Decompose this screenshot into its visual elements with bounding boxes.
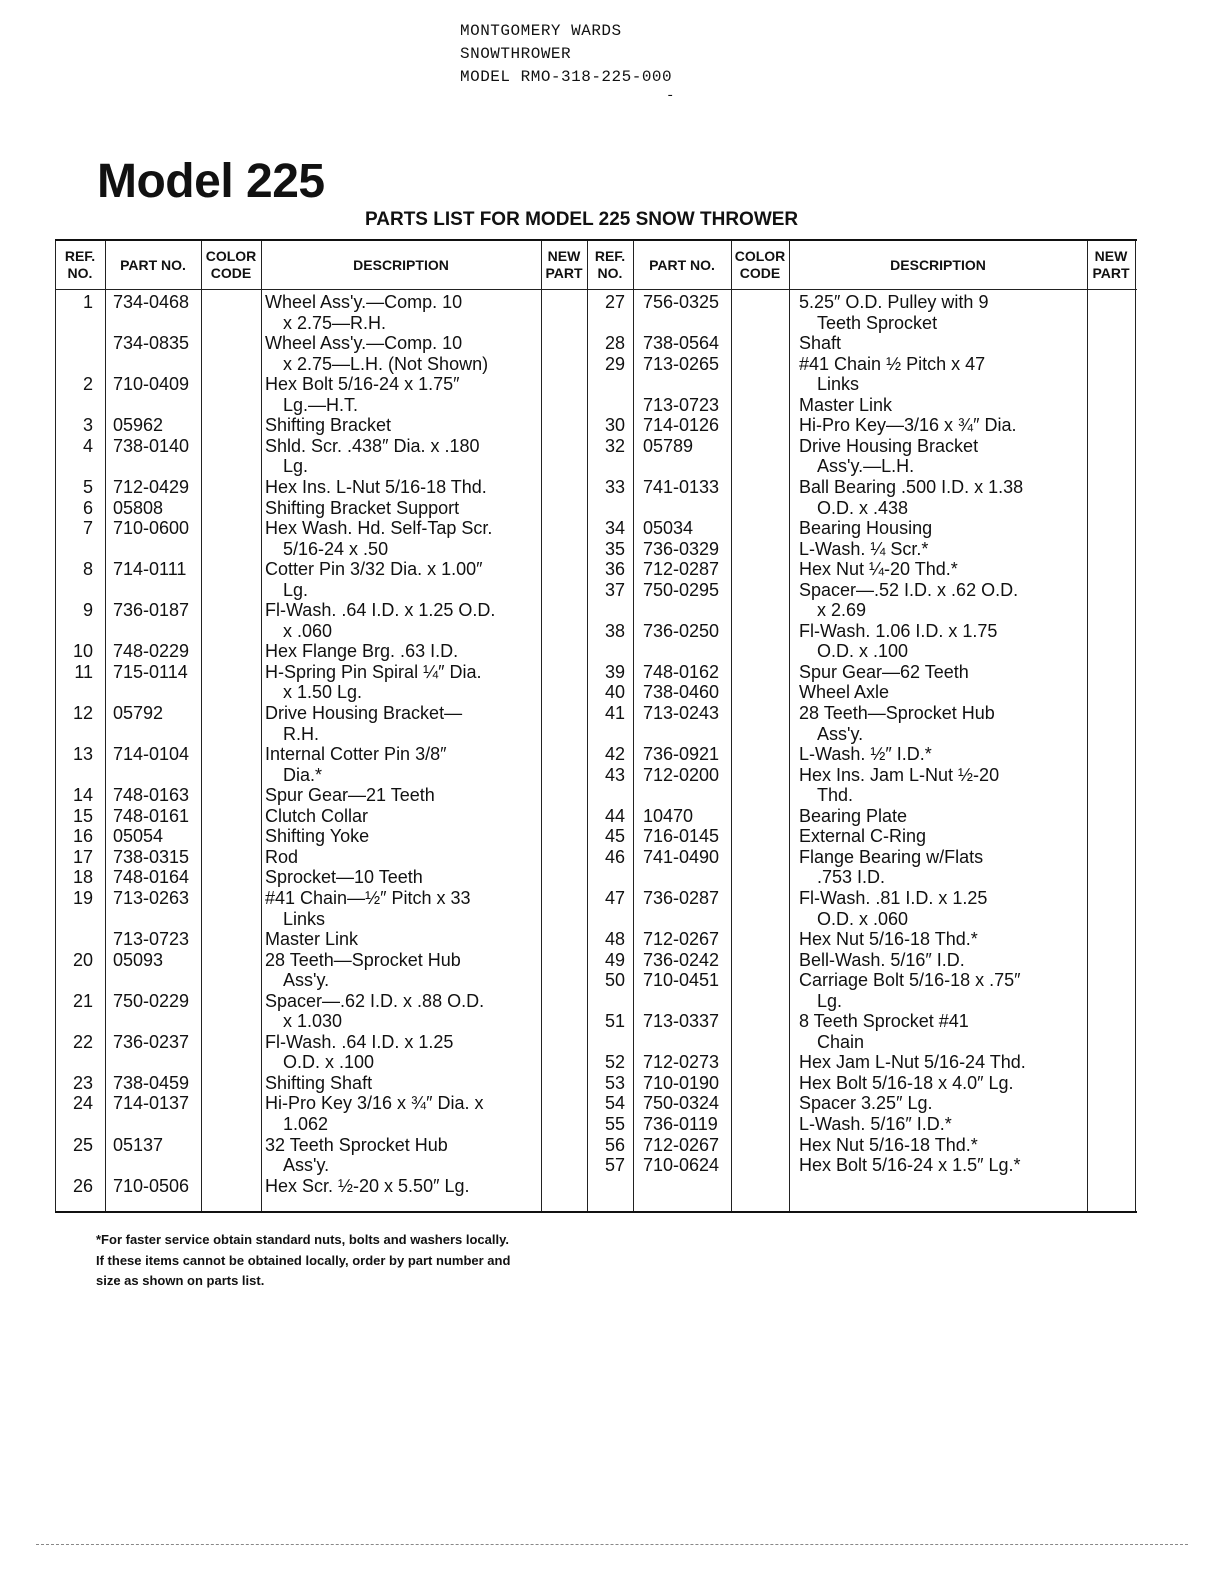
part-number-cell: 736-0287 bbox=[643, 887, 720, 908]
ref-cell: 23 bbox=[72, 1072, 93, 1093]
description-cell: O.D. x .438 bbox=[817, 497, 909, 518]
ref-cell: 54 bbox=[604, 1093, 625, 1114]
part-number-cell: 714-0111 bbox=[113, 559, 187, 580]
part-number-cell: 750-0324 bbox=[643, 1093, 720, 1114]
col-header-description: DESCRIPTION bbox=[353, 256, 449, 273]
part-number-cell: 736-0921 bbox=[643, 744, 720, 765]
ref-cell: 18 bbox=[72, 867, 93, 888]
footnote-line: size as shown on parts list. bbox=[96, 1273, 265, 1288]
part-number-cell: 736-0187 bbox=[113, 600, 190, 621]
description-cell: Hex Nut 5/16-18 Thd.* bbox=[799, 1134, 978, 1155]
description-cell: #41 Chain—½″ Pitch x 33 bbox=[265, 887, 471, 908]
description-cell: Spacer 3.25″ Lg. bbox=[799, 1093, 933, 1114]
ref-cell: 11 bbox=[74, 661, 93, 682]
part-number-cell: 712-0200 bbox=[643, 764, 720, 785]
part-number-cell: 713-0263 bbox=[113, 887, 190, 908]
header-divider bbox=[55, 289, 1137, 290]
description-cell: Wheel Ass'y.—Comp. 10 bbox=[265, 333, 463, 354]
col-header-ref: REF. NO. bbox=[64, 248, 96, 281]
part-number-cell: 712-0267 bbox=[643, 1134, 720, 1155]
description-cell: Master Link bbox=[799, 394, 893, 415]
description-cell: Hex Flange Brg. .63 I.D. bbox=[265, 641, 459, 662]
part-number-cell: 710-0451 bbox=[643, 970, 720, 991]
ref-cell: 14 bbox=[72, 785, 93, 806]
description-cell: Wheel Axle bbox=[799, 682, 890, 703]
description-cell: x .060 bbox=[283, 620, 333, 641]
part-number-cell: 734-0835 bbox=[113, 333, 190, 354]
description-cell: Flange Bearing w/Flats bbox=[799, 846, 984, 867]
part-number-cell: 05054 bbox=[113, 826, 164, 847]
description-cell: Shld. Scr. .438″ Dia. x .180 bbox=[265, 435, 480, 456]
part-number-cell: 05137 bbox=[113, 1134, 164, 1155]
ref-cell: 21 bbox=[72, 990, 93, 1011]
col-header-color: COLOR CODE bbox=[205, 248, 257, 281]
part-number-cell: 710-0190 bbox=[643, 1072, 720, 1093]
description-cell: L-Wash. 5/16″ I.D.* bbox=[799, 1114, 952, 1134]
part-number-cell: 741-0490 bbox=[643, 846, 720, 867]
column-divider bbox=[541, 241, 542, 1211]
part-number-cell: 714-0137 bbox=[113, 1093, 190, 1114]
header-dash: - bbox=[666, 88, 675, 104]
description-cell: Wheel Ass'y.—Comp. 10 bbox=[265, 292, 463, 312]
description-cell: Master Link bbox=[265, 929, 359, 950]
description-cell: #41 Chain ½ Pitch x 47 bbox=[799, 353, 986, 374]
description-cell: Thd. bbox=[817, 785, 854, 806]
description-cell: Hex Bolt 5/16-18 x 4.0″ Lg. bbox=[799, 1072, 1014, 1093]
part-number-cell: 713-0723 bbox=[643, 394, 720, 415]
part-number-cell: 710-0506 bbox=[113, 1175, 190, 1196]
description-cell: Hex Scr. ½-20 x 5.50″ Lg. bbox=[265, 1175, 470, 1196]
description-cell: Shifting Bracket Support bbox=[265, 497, 460, 518]
description-cell: O.D. x .100 bbox=[283, 1052, 375, 1073]
part-number-cell: 712-0429 bbox=[113, 476, 190, 497]
ref-cell bbox=[55, 909, 93, 930]
part-number-cell: 05093 bbox=[113, 949, 164, 970]
ref-cell: 47 bbox=[604, 887, 625, 908]
ref-cell bbox=[587, 641, 625, 662]
part-number-cell: 741-0133 bbox=[643, 476, 720, 497]
ref-cell: 27 bbox=[604, 292, 625, 312]
description-cell: 1.062 bbox=[283, 1114, 329, 1134]
parts-table bbox=[55, 239, 1137, 1213]
ref-cell bbox=[587, 867, 625, 888]
ref-cell: 49 bbox=[604, 949, 625, 970]
footnote bbox=[96, 1230, 510, 1292]
part-number-cell: 738-0140 bbox=[113, 435, 190, 456]
header-model: MODEL RMO-318-225-000 bbox=[460, 68, 673, 86]
part-number-cell: 748-0163 bbox=[113, 785, 190, 806]
ref-cell: 32 bbox=[604, 435, 625, 456]
ref-cell: 29 bbox=[604, 353, 625, 374]
ref-cell: 7 bbox=[82, 518, 93, 539]
description-cell: Lg.—H.T. bbox=[283, 394, 359, 415]
ref-cell bbox=[587, 498, 625, 519]
ref-cell bbox=[55, 354, 93, 375]
description-cell: Teeth Sprocket bbox=[817, 312, 938, 333]
part-number-cell: 748-0161 bbox=[113, 805, 190, 826]
ref-cell: 36 bbox=[604, 559, 625, 580]
ref-cell: 16 bbox=[72, 826, 93, 847]
part-number-cell: 734-0468 bbox=[113, 292, 190, 312]
ref-cell: 24 bbox=[72, 1093, 93, 1114]
description-cell: Hex Wash. Hd. Self-Tap Scr. bbox=[265, 518, 493, 539]
description-cell: Spacer—.62 I.D. x .88 O.D. bbox=[265, 990, 485, 1011]
bottom-rule bbox=[36, 1544, 1188, 1545]
description-cell: Shifting Yoke bbox=[265, 826, 370, 847]
part-number-cell: 738-0564 bbox=[643, 333, 720, 354]
ref-cell bbox=[587, 724, 625, 745]
part-number-cell: 710-0409 bbox=[113, 374, 190, 395]
ref-cell: 56 bbox=[604, 1134, 625, 1155]
col-header-ref: REF. NO. bbox=[594, 248, 626, 281]
description-cell: Bearing Housing bbox=[799, 518, 933, 539]
ref-cell bbox=[55, 1114, 93, 1135]
ref-cell: 34 bbox=[604, 518, 625, 539]
part-number-cell: 748-0164 bbox=[113, 867, 190, 888]
ref-cell: 13 bbox=[72, 744, 93, 765]
description-cell: Hex Nut 5/16-18 Thd.* bbox=[799, 929, 978, 950]
part-number-cell: 736-0250 bbox=[643, 620, 720, 641]
footnote-line: If these items cannot be obtained locally, order by part number and bbox=[96, 1252, 511, 1268]
description-cell: Chain bbox=[817, 1031, 865, 1052]
description-cell: Dia.* bbox=[283, 764, 323, 785]
part-number-cell: 738-0459 bbox=[113, 1072, 190, 1093]
part-number-cell: 748-0229 bbox=[113, 641, 190, 662]
ref-cell: 57 bbox=[604, 1155, 625, 1176]
part-number-cell: 712-0273 bbox=[643, 1052, 720, 1073]
col-header-new: NEW PART bbox=[545, 248, 583, 281]
description-cell: O.D. x .100 bbox=[817, 641, 909, 662]
ref-cell bbox=[587, 1032, 625, 1053]
description-cell: Spur Gear—21 Teeth bbox=[265, 785, 435, 806]
part-number-cell: 750-0295 bbox=[643, 579, 720, 600]
ref-cell: 2 bbox=[82, 374, 93, 395]
ref-cell bbox=[55, 970, 93, 991]
ref-cell: 1 bbox=[82, 292, 93, 312]
description-cell: x 1.030 bbox=[283, 1011, 343, 1032]
ref-cell bbox=[55, 621, 93, 642]
ref-cell: 8 bbox=[82, 559, 93, 580]
ref-cell: 19 bbox=[72, 887, 93, 908]
ref-cell: 38 bbox=[604, 620, 625, 641]
description-cell: L-Wash. ¼ Scr.* bbox=[799, 538, 929, 559]
ref-cell bbox=[587, 600, 625, 621]
ref-cell: 39 bbox=[604, 661, 625, 682]
ref-cell: 52 bbox=[604, 1052, 625, 1073]
description-cell: Hex Bolt 5/16-24 x 1.75″ bbox=[265, 374, 460, 395]
description-cell: Hex Ins. Jam L-Nut ½-20 bbox=[799, 764, 1000, 785]
part-number-cell: 712-0267 bbox=[643, 929, 720, 950]
ref-cell bbox=[55, 395, 93, 416]
ref-cell: 22 bbox=[72, 1031, 93, 1052]
ref-cell: 9 bbox=[82, 600, 93, 621]
ref-cell: 50 bbox=[604, 970, 625, 991]
description-cell: Hex Jam L-Nut 5/16-24 Thd. bbox=[799, 1052, 1026, 1073]
ref-cell: 46 bbox=[604, 846, 625, 867]
part-number-cell: 714-0126 bbox=[643, 415, 720, 436]
part-number-cell: 10470 bbox=[643, 805, 694, 826]
description-cell: Cotter Pin 3/32 Dia. x 1.00″ bbox=[265, 559, 483, 580]
ref-cell: 20 bbox=[72, 949, 93, 970]
ref-cell: 30 bbox=[604, 415, 625, 436]
part-number-cell: 736-0242 bbox=[643, 949, 720, 970]
part-number-cell: 736-0237 bbox=[113, 1031, 190, 1052]
ref-cell bbox=[587, 456, 625, 477]
ref-cell bbox=[55, 539, 93, 560]
description-cell: Fl-Wash. .64 I.D. x 1.25 O.D. bbox=[265, 600, 496, 621]
ref-cell bbox=[55, 1011, 93, 1032]
description-cell: Lg. bbox=[283, 456, 309, 477]
ref-cell: 41 bbox=[604, 703, 625, 723]
ref-cell: 48 bbox=[604, 929, 625, 950]
description-cell: Bearing Plate bbox=[799, 805, 908, 826]
ref-cell: 5 bbox=[82, 476, 93, 497]
description-cell: x 2.75—R.H. bbox=[283, 312, 387, 333]
ref-cell: 10 bbox=[72, 641, 93, 662]
description-cell: x 2.75—L.H. (Not Shown) bbox=[283, 353, 489, 374]
description-cell: 28 Teeth—Sprocket Hub bbox=[265, 949, 461, 970]
description-cell: Rod bbox=[265, 846, 299, 867]
part-number-cell: 05034 bbox=[643, 518, 694, 539]
description-cell: Clutch Collar bbox=[265, 805, 369, 826]
description-cell: Hex Bolt 5/16-24 x 1.5″ Lg.* bbox=[799, 1155, 1021, 1176]
ref-cell: 3 bbox=[82, 415, 93, 436]
header-product: SNOWTHROWER bbox=[460, 45, 572, 63]
part-number-cell: 738-0315 bbox=[113, 846, 190, 867]
description-cell: External C-Ring bbox=[799, 826, 927, 847]
column-divider bbox=[105, 241, 106, 1211]
part-number-cell: 715-0114 bbox=[113, 661, 188, 682]
ref-cell: 45 bbox=[604, 826, 625, 847]
ref-cell bbox=[55, 724, 93, 745]
part-number-cell: 713-0243 bbox=[643, 703, 720, 723]
ref-cell: 43 bbox=[604, 764, 625, 785]
description-cell: Links bbox=[283, 908, 326, 929]
description-cell: Fl-Wash. .81 I.D. x 1.25 bbox=[799, 887, 988, 908]
description-cell: Ass'y. bbox=[283, 1155, 330, 1176]
description-cell: Lg. bbox=[817, 990, 843, 1011]
ref-cell bbox=[55, 1155, 93, 1176]
description-cell: Fl-Wash. .64 I.D. x 1.25 bbox=[265, 1031, 454, 1052]
ref-cell bbox=[587, 785, 625, 806]
description-cell: 5/16-24 x .50 bbox=[283, 538, 389, 559]
part-number-cell: 756-0325 bbox=[643, 292, 720, 312]
col-header-description: DESCRIPTION bbox=[890, 256, 986, 273]
ref-cell bbox=[587, 991, 625, 1012]
description-cell: Ass'y.—L.H. bbox=[817, 456, 915, 477]
description-cell: Links bbox=[817, 374, 860, 395]
description-cell: O.D. x .060 bbox=[817, 908, 909, 929]
part-number-cell: 736-0119 bbox=[643, 1114, 718, 1134]
ref-cell: 33 bbox=[604, 476, 625, 497]
ref-cell: 28 bbox=[604, 333, 625, 354]
description-cell: R.H. bbox=[283, 723, 319, 744]
description-cell: 5.25″ O.D. Pulley with 9 bbox=[799, 292, 989, 312]
ref-cell bbox=[55, 333, 93, 354]
description-cell: 28 Teeth—Sprocket Hub bbox=[799, 703, 995, 723]
ref-cell: 25 bbox=[72, 1134, 93, 1155]
description-cell: L-Wash. ½″ I.D.* bbox=[799, 744, 932, 765]
description-cell: x 1.50 Lg. bbox=[283, 682, 363, 703]
part-number-cell: 05962 bbox=[113, 415, 164, 436]
col-header-color: COLOR CODE bbox=[734, 248, 786, 281]
description-cell: .753 I.D. bbox=[817, 867, 886, 888]
description-cell: Shifting Shaft bbox=[265, 1072, 373, 1093]
ref-cell bbox=[55, 929, 93, 950]
ref-cell: 12 bbox=[72, 703, 93, 723]
description-cell: Carriage Bolt 5/16-18 x .75″ bbox=[799, 970, 1021, 991]
description-cell: Internal Cotter Pin 3/8″ bbox=[265, 744, 447, 765]
col-header-new: NEW PART bbox=[1092, 248, 1130, 281]
ref-cell bbox=[587, 395, 625, 416]
part-number-cell: 736-0329 bbox=[643, 538, 720, 559]
description-cell: Shaft bbox=[799, 333, 842, 354]
ref-cell bbox=[55, 580, 93, 601]
ref-cell bbox=[587, 909, 625, 930]
ref-cell: 53 bbox=[604, 1072, 625, 1093]
ref-cell: 15 bbox=[72, 805, 93, 826]
ref-cell: 6 bbox=[82, 497, 93, 518]
description-cell: Sprocket—10 Teeth bbox=[265, 867, 423, 888]
ref-cell: 26 bbox=[72, 1175, 93, 1196]
part-number-cell: 710-0600 bbox=[113, 518, 190, 539]
header-company: MONTGOMERY WARDS bbox=[460, 22, 622, 40]
part-number-cell: 748-0162 bbox=[643, 661, 720, 682]
ref-cell: 55 bbox=[604, 1114, 625, 1134]
column-divider bbox=[731, 241, 732, 1211]
ref-cell bbox=[587, 313, 625, 334]
description-cell: Hex Ins. L-Nut 5/16-18 Thd. bbox=[265, 476, 487, 497]
description-cell: Ball Bearing .500 I.D. x 1.38 bbox=[799, 476, 1024, 497]
part-number-cell: 713-0337 bbox=[643, 1011, 720, 1032]
part-number-cell: 714-0104 bbox=[113, 744, 190, 765]
description-cell: Drive Housing Bracket— bbox=[265, 703, 463, 723]
ref-cell: 40 bbox=[604, 682, 625, 703]
part-number-cell: 713-0265 bbox=[643, 353, 720, 374]
parts-list-title: PARTS LIST FOR MODEL 225 SNOW THROWER bbox=[365, 209, 799, 230]
ref-cell bbox=[55, 765, 93, 786]
table-border-right bbox=[1135, 241, 1136, 1211]
ref-cell bbox=[55, 682, 93, 703]
part-number-cell: 710-0624 bbox=[643, 1155, 720, 1176]
description-cell: 32 Teeth Sprocket Hub bbox=[265, 1134, 448, 1155]
ref-cell: 37 bbox=[604, 579, 625, 600]
description-cell: x 2.69 bbox=[817, 600, 867, 621]
page-title: Model 225 bbox=[97, 155, 325, 208]
part-number-cell: 712-0287 bbox=[643, 559, 720, 580]
description-cell: Hi-Pro Key 3/16 x ¾″ Dia. x bbox=[265, 1093, 484, 1114]
ref-cell: 51 bbox=[604, 1011, 625, 1032]
ref-cell: 42 bbox=[604, 744, 625, 765]
ref-cell bbox=[55, 313, 93, 334]
ref-cell: 35 bbox=[604, 538, 625, 559]
ref-cell bbox=[587, 374, 625, 395]
part-number-cell: 716-0145 bbox=[643, 826, 720, 847]
description-cell: Bell-Wash. 5/16″ I.D. bbox=[799, 949, 965, 970]
part-number-cell: 05792 bbox=[113, 703, 164, 723]
description-cell: Shifting Bracket bbox=[265, 415, 392, 436]
col-header-part: PART NO. bbox=[649, 256, 715, 273]
ref-cell: 44 bbox=[604, 805, 625, 826]
column-divider bbox=[201, 241, 202, 1211]
column-divider bbox=[789, 241, 790, 1211]
description-cell: Hex Nut ¼-20 Thd.* bbox=[799, 559, 958, 580]
ref-cell bbox=[55, 1052, 93, 1073]
description-cell: Hi-Pro Key—3/16 x ¾″ Dia. bbox=[799, 415, 1017, 436]
description-cell: Fl-Wash. 1.06 I.D. x 1.75 bbox=[799, 620, 998, 641]
description-cell: Drive Housing Bracket bbox=[799, 435, 979, 456]
document-header bbox=[460, 20, 672, 89]
part-number-cell: 05808 bbox=[113, 497, 164, 518]
column-divider bbox=[1087, 241, 1088, 1211]
part-number-cell: 05789 bbox=[643, 435, 694, 456]
footnote-line: *For faster service obtain standard nuts, bolts and washers locally. bbox=[96, 1232, 509, 1247]
description-cell: Ass'y. bbox=[283, 970, 330, 991]
part-number-cell: 713-0723 bbox=[113, 929, 190, 950]
description-cell: Lg. bbox=[283, 579, 309, 600]
ref-cell: 4 bbox=[82, 435, 93, 456]
description-cell: Ass'y. bbox=[817, 723, 864, 744]
ref-cell bbox=[55, 456, 93, 477]
part-number-cell: 750-0229 bbox=[113, 990, 190, 1011]
column-divider bbox=[261, 241, 262, 1211]
description-cell: 8 Teeth Sprocket #41 bbox=[799, 1011, 969, 1032]
col-header-part: PART NO. bbox=[120, 256, 186, 273]
ref-cell: 17 bbox=[72, 846, 93, 867]
description-cell: Spur Gear—62 Teeth bbox=[799, 661, 969, 682]
description-cell: H-Spring Pin Spiral ¼″ Dia. bbox=[265, 661, 482, 682]
part-number-cell: 738-0460 bbox=[643, 682, 720, 703]
description-cell: Spacer—.52 I.D. x .62 O.D. bbox=[799, 579, 1019, 600]
column-divider bbox=[633, 241, 634, 1211]
